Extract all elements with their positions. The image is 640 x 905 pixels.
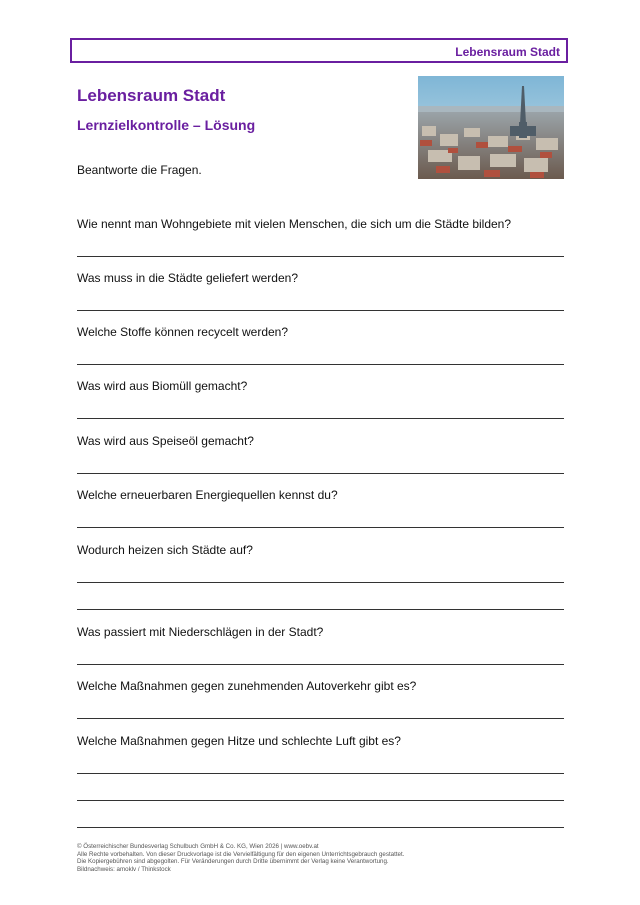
city-photo-image — [418, 76, 564, 179]
page-header-box — [70, 38, 568, 63]
question-8: Was passiert mit Niederschlägen in der Stadt? — [77, 625, 324, 639]
copyright-footer — [77, 843, 497, 873]
footer-line-2: Alle Rechte vorbehalten. Von dieser Druckvorlage ist die Vervielfältigung für den eigenen Unterrichtsgebrauch gestattet. — [77, 850, 405, 858]
answer-line-7a — [77, 582, 564, 583]
answer-line-5 — [77, 473, 564, 474]
question-1: Wie nennt man Wohngebiete mit vielen Menschen, die sich um die Städte bilden? — [77, 217, 512, 231]
answer-line-3 — [77, 364, 564, 365]
instructions-text: Beantworte die Fragen. — [77, 163, 202, 177]
page-subtitle: Lernzielkontrolle – Lösung — [77, 117, 256, 133]
answer-line-10b — [77, 800, 564, 801]
answer-line-1 — [77, 256, 564, 257]
footer-line-1: © Österreichischer Bundesverlag Schulbuch GmbH & Co. KG, Wien 2026 | www.oebv.at — [77, 843, 319, 850]
footer-line-3: Die Kopiergebühren sind abgegolten. Für Veränderungen durch Dritte übernimmt der Verlag keine Verantwortung. — [77, 858, 389, 866]
city-photo — [418, 76, 564, 179]
question-2: Was muss in die Städte geliefert werden? — [77, 271, 298, 285]
footer-line-4: Bildnachweis: amoklv / Thinkstock — [77, 865, 171, 873]
answer-line-10a — [77, 773, 564, 774]
answer-line-9 — [77, 718, 564, 719]
question-5: Was wird aus Speiseöl gemacht? — [77, 434, 254, 448]
question-4: Was wird aus Biomüll gemacht? — [77, 379, 248, 393]
answer-line-4 — [77, 418, 564, 419]
answer-line-7b — [77, 609, 564, 610]
answer-line-8 — [77, 664, 564, 665]
question-3: Welche Stoffe können recycelt werden? — [77, 325, 289, 339]
header-label: Lebensraum Stadt — [455, 45, 560, 59]
question-9: Welche Maßnahmen gegen zunehmenden Autoverkehr gibt es? — [77, 679, 417, 693]
question-10: Welche Maßnahmen gegen Hitze und schlechte Luft gibt es? — [77, 734, 401, 748]
question-6: Welche erneuerbaren Energiequellen kennst du? — [77, 488, 338, 502]
answer-line-2 — [77, 310, 564, 311]
page-title: Lebensraum Stadt — [77, 86, 226, 105]
question-7: Wodurch heizen sich Städte auf? — [77, 543, 253, 557]
answer-line-6 — [77, 527, 564, 528]
answer-line-10c — [77, 827, 564, 828]
